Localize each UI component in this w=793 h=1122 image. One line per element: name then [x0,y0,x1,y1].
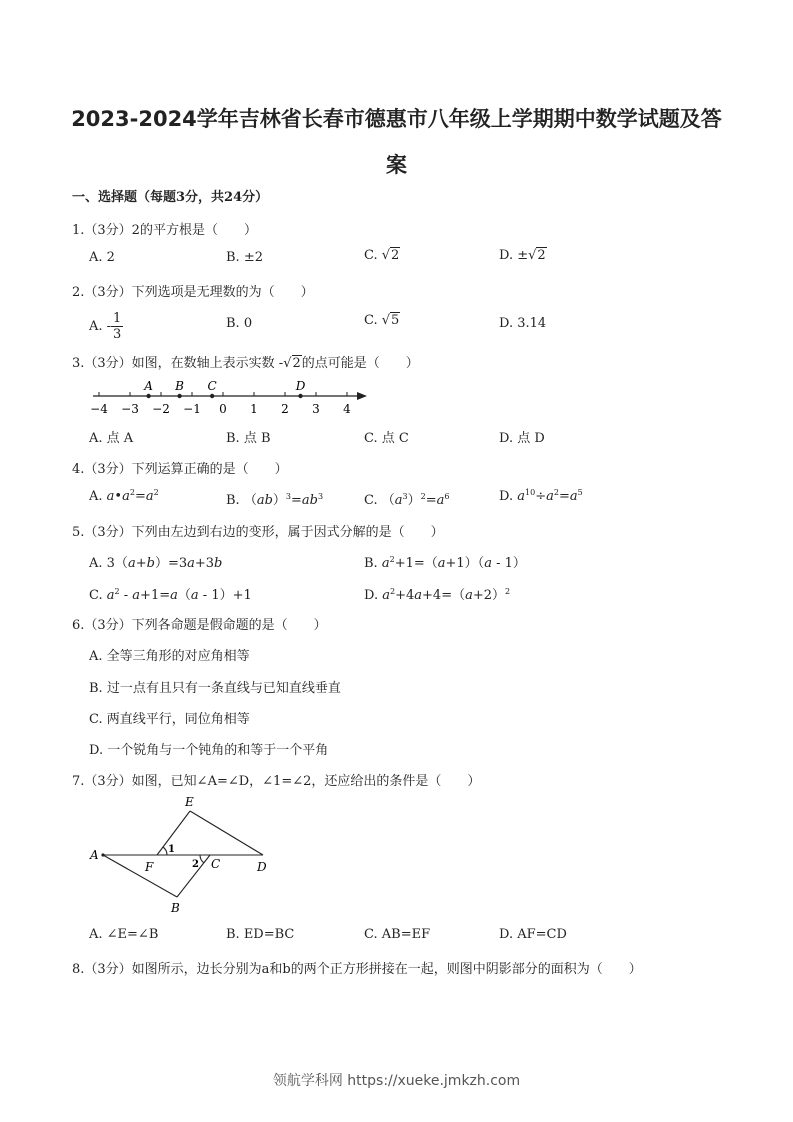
number-line-tick-label: 2 [281,402,289,416]
q6-option-a: A. 全等三角形的对应角相等 [89,649,250,664]
triangle-figure [85,793,285,918]
q4-option-c: C. $(a^3)^2=a^6$ [364,492,450,508]
sqrt-symbol: √2 [528,248,546,263]
fraction: $\frac{1}{3}$ [113,311,122,342]
question-1-stem: 1.（3分）2的平方根是（ ） [72,223,257,238]
q6-option-b: B. 过一点有且只有一条直线与已知直线垂直 [89,681,341,696]
number-line-point [177,394,181,398]
question-5-stem: 5.（3分）下列由左边到右边的变形，属于因式分解的是（ ） [72,525,444,540]
label-d: D [257,860,267,874]
q3-option-c: C. 点 C [364,431,409,446]
question-2-stem: 2.（3分）下列选项是无理数的为（ ） [72,285,314,300]
q1-option-c: C. √2 [364,248,400,263]
label-a: A [90,848,99,862]
q6-option-d: D. 一个锐角与一个钝角的和等于一个平角 [89,743,329,758]
number-line-tick-label: −1 [183,402,201,416]
q7-option-c: C. AB=EF [364,927,431,942]
question-8-stem: 8.（3分）如图所示，边长分别为a和b的两个正方形拼接在一起，则图中阴影部分的面积为（ ） [72,962,642,977]
number-line-point-label: B [175,379,185,393]
q2-option-b: B. 0 [226,316,253,331]
sqrt-symbol: √5 [381,313,400,328]
q3-option-a: A. 点 A [89,431,134,446]
q3-option-b: B. 点 B [226,431,271,446]
q5-option-b: B. $a^2+1=(a+1)(a - 1)$ [364,555,526,571]
footer-watermark: 领航学科网 https://xueke.jmkzh.com [272,1073,521,1089]
q4-option-d: D. $a^{10}\div a^2=a^5$ [499,488,583,504]
label-angle-2: 2 [192,859,199,870]
number-line-point [210,394,214,398]
q3-option-d: D. 点 D [499,431,545,446]
number-line-point [146,394,150,398]
label-e: E [185,795,194,809]
q5-option-a: A. 3（a+b）=3a+3b [89,556,223,571]
label-f: F [145,860,154,874]
number-line-point-label: A [144,379,153,393]
question-7-stem: 7.（3分）如图，已知∠A=∠D，∠1=∠2，还应给出的条件是（ ） [72,774,481,789]
q1-option-d: D. ±√2 [499,248,546,263]
q1-option-a: A. 2 [89,250,115,265]
label-c: C [211,857,221,871]
document-title: 2023-2024学年吉林省长春市德惠市八年级上学期期中数学试题及答 案 [71,107,722,177]
q5-option-d: D. $a^2+4a+4=(a+2)^2$ [364,587,511,603]
number-line-tick-label: −3 [121,402,139,416]
q2-option-c: C. √5 [364,313,400,328]
q1-option-b: B. ±2 [226,250,263,265]
number-line-tick-label: −4 [90,402,108,416]
section-heading: 一、选择题（每题3分，共24分） [72,190,269,205]
label-b: B [171,901,180,915]
q6-option-c: C. 两直线平行，同位角相等 [89,712,250,727]
q4-option-b: B. $(ab)^3=ab^3$ [226,492,324,508]
q7-option-d: D. AF=CD [499,927,567,942]
number-line-figure [85,378,375,418]
q4-option-a: A. $a•a^2=a^2$ [89,488,159,504]
number-line-tick-label: −2 [152,402,170,416]
number-line-tick-label: 1 [250,402,258,416]
label-angle-1: 1 [168,844,175,855]
number-line-point-label: D [295,379,306,393]
number-line-point [298,394,302,398]
number-line-tick-label: 0 [219,402,227,416]
sqrt-symbol: √2 [283,356,301,371]
q7-option-b: B. ED=BC [226,927,295,942]
number-line-tick-label: 3 [312,402,320,416]
q2-option-a: A. - $\frac{1}{3}$ [89,311,122,342]
question-3-stem: 3.（3分）如图，在数轴上表示实数 -√2的点可能是（ ） [72,356,419,371]
number-line-point-label: C [207,379,217,393]
question-6-stem: 6.（3分）下列各命题是假命题的是（ ） [72,618,327,633]
q5-option-c: C. $a^2 - a+1=a(a - 1)+1$ [89,587,252,603]
sqrt-symbol: √2 [381,248,400,263]
q7-option-a: A. ∠E=∠B [89,927,159,942]
q2-option-d: D. 3.14 [499,316,547,331]
question-4-stem: 4.（3分）下列运算正确的是（ ） [72,462,288,477]
number-line-tick-label: 4 [343,402,351,416]
